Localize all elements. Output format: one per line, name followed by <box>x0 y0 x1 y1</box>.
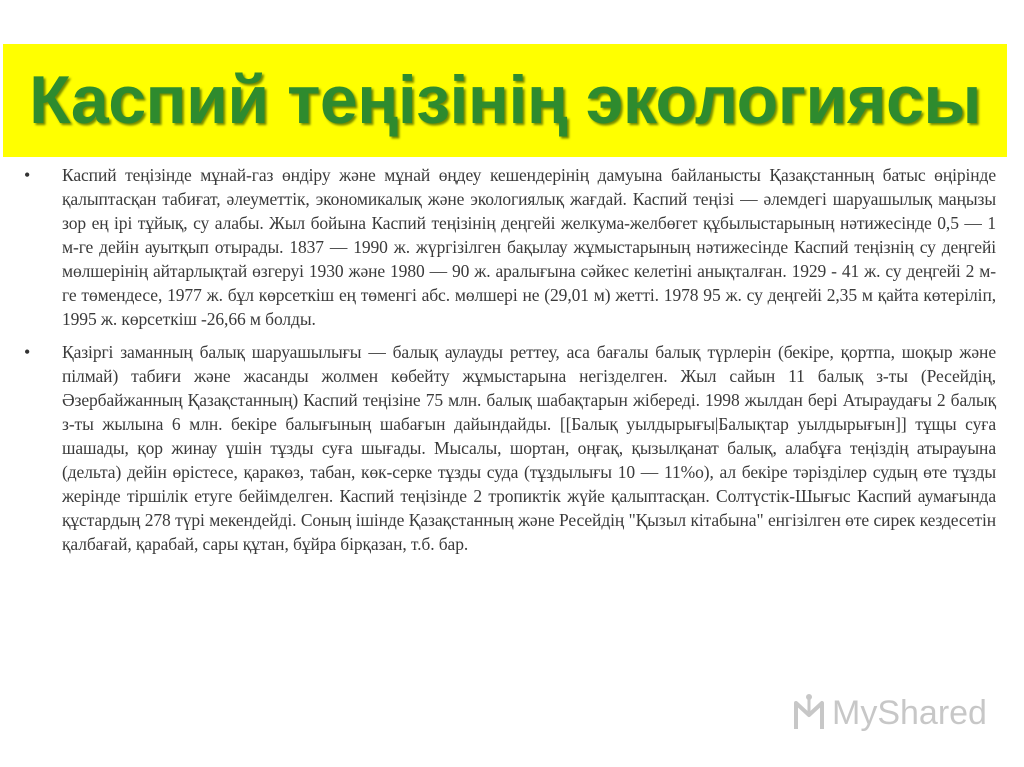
myshared-watermark <box>792 690 1002 736</box>
bullet-text: Каспий теңізінде мұнай-газ өндіру және мұнай өңдеу кешендерінің дамуына байланысты Қазақстанның батыс өңірінде қалыптасқан табиғат, әлеуметтік, экономикалық және экологиялық жағдай. Каспий теңізі — әлемдегі шаруашылық маңызы зор ең ірі тұйық, су алабы. Жыл бойына Каспий теңізінің деңгейі желкума-желбөгет құбылыстарының нәтижесінде 0,5 — 1 м-ге дейін ауытқып отырады. 1837 — 1990 ж. жүргізілген бақылау жұмыстарының нәтижесінде Каспий теңізнің су деңгейі мөлшерінің айтарлықтай өзгеруі 1930 және 1980 — 90 ж. аралығына сәйкес келетіні анықталған. 1929 - 41 ж. су деңгейі 2 м-ге төмендесе, 1977 ж. бұл көрсеткіш ең төменгі абс. мөлшері не (29,01 м) жетті. 1978 95 ж. су деңгейі 2,35 м қайта көтеріліп, 1995 ж. көрсеткіш -26,66 м болды. <box>62 165 996 329</box>
title-banner <box>3 44 1007 157</box>
slide-title: Каспий теңізінің экологиясы <box>29 62 981 138</box>
bullet-marker: • <box>24 165 31 185</box>
bullet-list <box>24 163 996 565</box>
myshared-logo-icon <box>792 693 826 733</box>
bullet-item-sea-level <box>24 163 996 331</box>
bullet-item-fishery <box>24 340 996 556</box>
bullet-text: Қазіргі заманның балық шаруашылығы — балық аулауды реттеу, аса бағалы балық түрлерін (бекіре, қортпа, шоқыр және пілмай) табиғи және жасанды жолмен көбейту жұмыстарына негізделген. Жыл сайын 11 балық з-ты (Ресейдің, Әзербайжанның Қазақстанның) Каспий теңізіне 75 млн. балық шабақтарын жібереді. 1998 жылдан бері Атыраудағы 2 балық з-ты жылына 6 млн. бекіре балығының шабағын дайындайды. [[Балық уылдырығы|Балықтар уылдырығын]] тұщы суға шашады, қор жинау үшін тұзды суға шығады. Мысалы, шортан, оңғақ, қызылқанат балық, алабұға теңіздің атырауына (дельта) дейін өрістесе, қаракөз, табан, көк-серке тұзды суда (тұздылығы 10 — 11%о), ал бекіре тәріздiлер судың өте тұзды жерiнде тiршiлiк етуге бейiмделген. Каспий теңізінде 2 тропиктік жүйе қалыптасқан. Солтүстік-Шығыс Каспий аумағында құстардың 278 түрі мекендейді. Соның ішінде Қазақстанның және Ресейдің "Қызыл кітабына" енгізілген өте сирек кездесетін қалбағай, қарабай, сары құтан, бұйра бірқазан, т.б. бар. <box>62 342 996 554</box>
bullet-marker: • <box>24 342 31 362</box>
watermark-label: MyShared <box>832 693 987 732</box>
